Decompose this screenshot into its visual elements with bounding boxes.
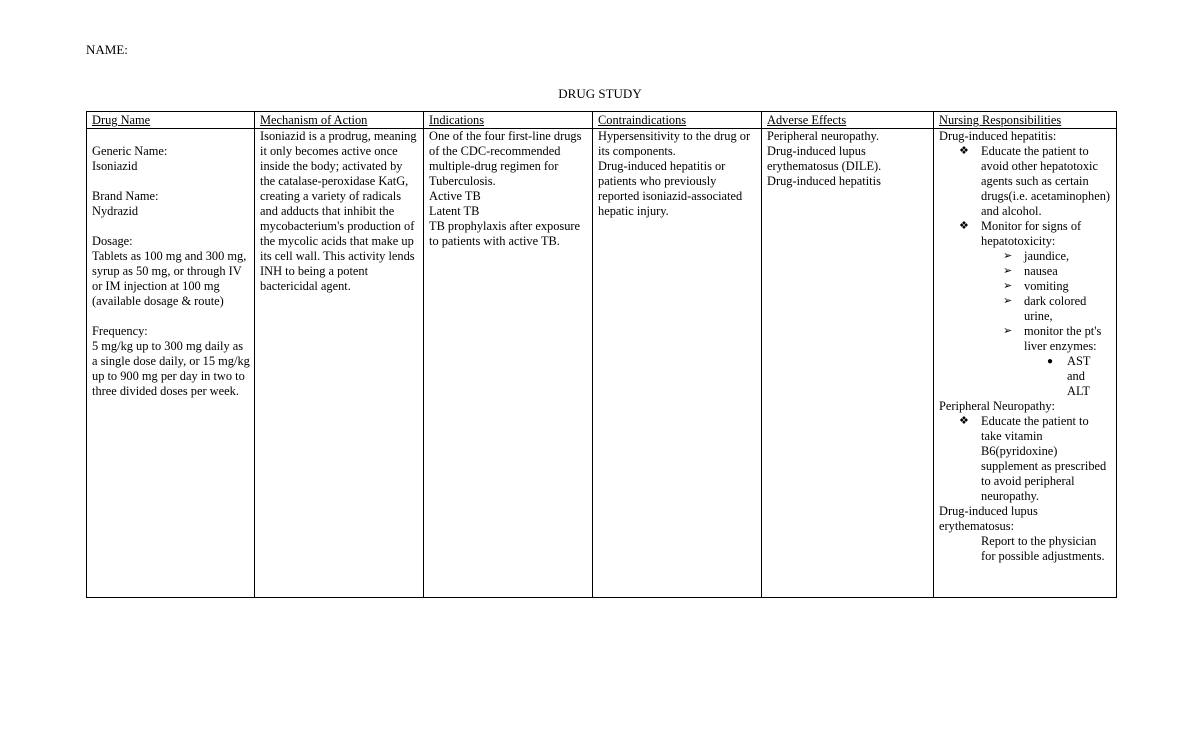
- nursing-item-text: Monitor for signs of hepatotoxicity:: [981, 219, 1082, 248]
- column-header-contraindications: Contraindications: [593, 112, 762, 129]
- column-header-adverse-effects: Adverse Effects: [762, 112, 934, 129]
- adverse-effect-item: Drug-induced lupus erythematosus (DILE).: [767, 144, 882, 173]
- indication-item: TB prophylaxis after exposure to patients with active TB.: [429, 219, 581, 248]
- name-label: NAME:: [86, 42, 128, 57]
- contraindications-cell: [593, 129, 762, 598]
- list-item: [939, 294, 1112, 324]
- list-item: [939, 324, 1112, 354]
- indication-item: Active TB: [429, 189, 481, 203]
- column-header-nursing: Nursing Responsibilities: [934, 112, 1117, 129]
- table-header-row: [87, 112, 1117, 129]
- adverse-effects-cell: [762, 129, 934, 598]
- sign-text: nausea: [1024, 264, 1058, 278]
- sign-text: vomiting: [1024, 279, 1069, 293]
- sign-text: dark colored urine,: [1024, 294, 1087, 323]
- neuropathy-heading: Peripheral Neuropathy:: [939, 399, 1055, 413]
- brand-name-label: Brand Name:: [92, 189, 159, 203]
- dosage-value: Tablets as 100 mg and 300 mg, syrup as 50 mg, or through IV or IM injection at 100 mg (available dosage & route): [92, 249, 247, 308]
- list-item: [939, 279, 1112, 294]
- brand-name-value: Nydrazid: [92, 204, 139, 218]
- hepatitis-heading: Drug-induced hepatitis:: [939, 129, 1057, 143]
- drug-name-cell: [87, 129, 255, 598]
- adverse-effect-item: Peripheral neuropathy.: [767, 129, 880, 143]
- arrow-bullet-icon: ➢: [1003, 250, 1013, 262]
- list-item: [939, 264, 1112, 279]
- list-item: [939, 414, 1112, 504]
- indications-cell: [424, 129, 593, 598]
- indications-main: One of the four first-line drugs of the CDC-recommended multiple-drug regimen for Tuberculosis.: [429, 129, 582, 188]
- nursing-item-text: Educate the patient to avoid other hepatotoxic agents such as certain drugs(i.e. acetaminophen) and alcohol.: [981, 144, 1111, 218]
- contraindication-item: Drug-induced hepatitis or patients who previously reported isoniazid-associated hepatic injury.: [598, 159, 743, 218]
- indication-item: Latent TB: [429, 204, 480, 218]
- mechanism-text: Isoniazid is a prodrug, meaning it only becomes active once inside the body; activated by the catalase-peroxidase KatG, creating a variety of radicals and adducts that inhibit the mycobacterium's production of the mycolic acids that make up its cell wall. This activity lends INH to being a potent bactericidal agent.: [260, 129, 417, 293]
- nursing-cell: [934, 129, 1117, 598]
- mechanism-cell: [255, 129, 424, 598]
- drug-study-table: [86, 111, 1117, 598]
- column-header-mechanism: Mechanism of Action: [255, 112, 424, 129]
- arrow-bullet-icon: ➢: [1003, 325, 1013, 337]
- diamond-bullet-icon: ❖: [959, 220, 969, 232]
- list-item: [939, 354, 1091, 399]
- adverse-effect-item: Drug-induced hepatitis: [767, 174, 881, 188]
- arrow-bullet-icon: ➢: [1003, 295, 1013, 307]
- arrow-bullet-icon: ➢: [1003, 265, 1013, 277]
- lupus-heading: Drug-induced lupus erythematosus:: [939, 504, 1038, 533]
- frequency-value: 5 mg/kg up to 300 mg daily as a single dose daily, or 15 mg/kg up to 900 mg per day in two to three divided doses per week.: [92, 339, 250, 398]
- generic-name-label: Generic Name:: [92, 144, 168, 158]
- table-row: [87, 129, 1117, 598]
- frequency-label: Frequency:: [92, 324, 148, 338]
- enzymes-text: AST and ALT: [1067, 354, 1091, 398]
- diamond-bullet-icon: ❖: [959, 415, 969, 427]
- page-title: DRUG STUDY: [558, 86, 642, 101]
- generic-name-value: Isoniazid: [92, 159, 138, 173]
- list-item: [939, 249, 1112, 264]
- dosage-label: Dosage:: [92, 234, 133, 248]
- sign-text: monitor the pt's liver enzymes:: [1024, 324, 1102, 353]
- lupus-text: Report to the physician for possible adjustments.: [981, 534, 1105, 563]
- column-header-indications: Indications: [424, 112, 593, 129]
- arrow-bullet-icon: ➢: [1003, 280, 1013, 292]
- list-item: [939, 219, 1112, 249]
- contraindication-item: Hypersensitivity to the drug or its components.: [598, 129, 751, 158]
- column-header-drug-name: Drug Name: [87, 112, 255, 129]
- nursing-item-text: Educate the patient to take vitamin B6(pyridoxine) supplement as prescribed to avoid peripheral neuropathy.: [981, 414, 1107, 503]
- sign-text: jaundice,: [1024, 249, 1070, 263]
- dot-bullet-icon: ●: [1047, 356, 1054, 367]
- diamond-bullet-icon: ❖: [959, 145, 969, 157]
- list-item: [939, 144, 1112, 219]
